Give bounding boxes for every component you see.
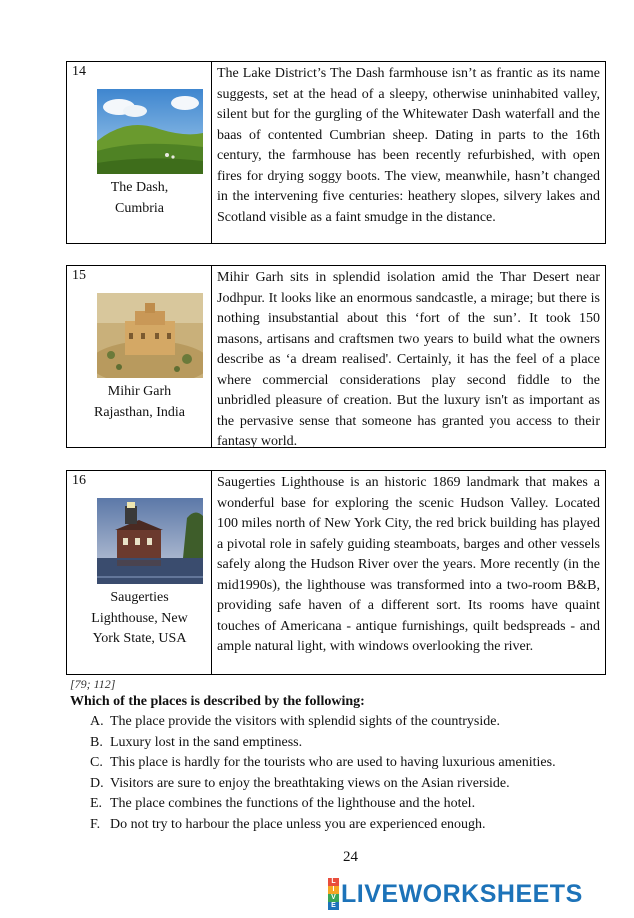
entry-number: 15: [72, 268, 86, 283]
entry-description: The Lake District’s The Dash farmhouse isn’t as frantic as its name suggests, set at the head of a sleepy, otherwise uninhabited valley, silent but for the gurgling of the Whitewater Dash waterfall and the baas of contented Cumbrian sheep. Dating in parts to the 16th century, the farmhouse has been recently refurbished, with open fires for drying soggy boots. The view, meanwhile, hasn’t changed in the intervening five centuries: heathery slopes, silvery lakes and Scotland visible as a faint smudge in the distance.: [217, 66, 600, 225]
entry-14: [66, 61, 606, 244]
option-d: [90, 774, 556, 795]
entry-left-cell: [67, 471, 212, 674]
logo-wordmark: LIVEWORKSHEETS: [341, 879, 583, 908]
option-letter: D.: [90, 775, 104, 791]
live-badge-icon: [328, 878, 339, 910]
badge-letter: L: [328, 878, 339, 886]
lighthouse-image: [97, 498, 203, 584]
option-letter: F.: [90, 816, 101, 832]
entry-number: 14: [72, 64, 86, 79]
option-text: The place combines the functions of the lighthouse and the hotel.: [110, 796, 476, 811]
option-letter: A.: [90, 714, 104, 729]
option-b: [90, 733, 556, 754]
caption-line: York State, USA: [92, 631, 187, 646]
the-dash-photo: [97, 89, 203, 174]
desert-fort-image: [97, 293, 203, 378]
entry-caption: [67, 588, 212, 650]
liveworksheets-logo[interactable]: [328, 878, 583, 910]
entry-description: Saugerties Lighthouse is an historic 1869 landmark that makes a wonderful base for exploring the scenic Hudson Valley. Located 100 miles north of New York City, the red brick building has played a pivotal role in safely guiding steamboats, barges and other vessels safely along the Hudson River over the years. More recently (in the mid1990s), the lighthouse was transformed into a two-room B&B, providing safe haven of a different sort. Its rooms have quaint touches of Americana - antique furnishings, quilt bedspreads - and ample natural light, with windows overlooking the river.: [217, 475, 600, 654]
question-heading: Which of the places is described by the following:: [70, 694, 365, 709]
option-text: Visitors are sure to enjoy the breathtaking views on the Asian riverside.: [110, 775, 510, 791]
caption-line: Saugerties: [110, 590, 169, 605]
entry-left-cell: [67, 62, 212, 243]
caption-line: Mihir Garh: [107, 384, 172, 399]
option-letter: B.: [90, 734, 103, 750]
entry-16: [66, 470, 606, 675]
caption-line: Lighthouse, New: [91, 610, 188, 626]
entry-left-cell: [67, 266, 212, 447]
entry-caption: [67, 178, 212, 219]
source-reference: [79; 112]: [70, 677, 116, 691]
entry-caption: [67, 382, 212, 423]
mihir-garh-photo: [97, 293, 203, 378]
badge-letter: E: [328, 902, 339, 910]
option-text: The place provide the visitors with splendid sights of the countryside.: [110, 714, 500, 729]
option-letter: E.: [90, 796, 103, 811]
option-letter: C.: [90, 755, 103, 770]
option-text: Luxury lost in the sand emptiness.: [110, 734, 303, 750]
badge-letter: V: [328, 894, 339, 902]
page-number: 24: [343, 849, 358, 865]
caption-line: Rajasthan, India: [94, 404, 185, 420]
caption-line: Cumbria: [115, 200, 164, 216]
option-c: [90, 753, 556, 774]
caption-line: The Dash,: [110, 180, 169, 195]
entry-description: Mihir Garh sits in splendid isolation amid the Thar Desert near Jodhpur. It looks like an enormous sandcastle, a mirage; but there is nothing insubstantial about this ‘fort of the sun’. It took 150 masons, artisans and craftsmen two years to build what the owners describe as ‘a dream realised'. Certainly, it has the feel of a place where commercial considerations play second fiddle to the unbridled pleasure of creation. But the luxury isn't as important as the pervasive sense that someone has granted you access to their fantasy world.: [217, 270, 600, 449]
option-text: This place is hardly for the tourists who are used to having luxurious amenities.: [110, 755, 556, 770]
option-text: Do not try to harbour the place unless you are experienced enough.: [110, 816, 486, 832]
saugerties-lighthouse-photo: [97, 498, 203, 584]
entry-number: 16: [72, 473, 86, 488]
option-f: [90, 815, 556, 836]
option-a: [90, 712, 556, 733]
entry-15: [66, 265, 606, 448]
hills-landscape-image: [97, 89, 203, 174]
answer-options-list: [90, 712, 556, 835]
option-e: [90, 794, 556, 815]
badge-letter: I: [328, 886, 339, 894]
